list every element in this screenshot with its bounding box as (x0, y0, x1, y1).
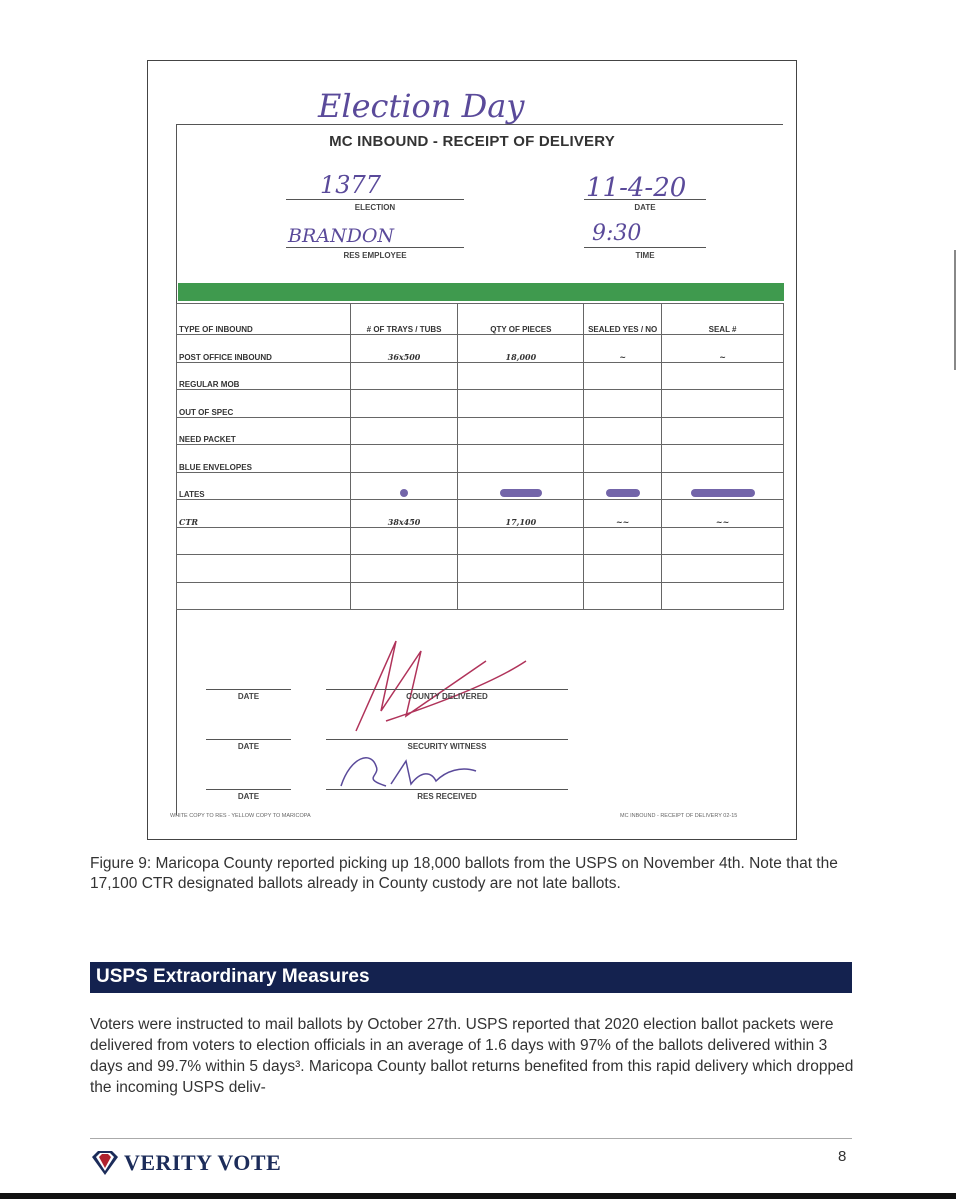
election-value: 1377 (320, 171, 382, 199)
page-number: 8 (838, 1148, 847, 1165)
footer-divider (90, 1138, 852, 1139)
row-trays: 36x500 (350, 335, 458, 363)
county-delivered-row (176, 689, 782, 709)
figure-caption: Figure 9: Maricopa County reported picking up 18,000 ballots from the USPS on November 4th. Note that the 17,100 CTR designated ballots already in County custody are not late ballots. (90, 855, 838, 892)
green-band (178, 283, 784, 301)
row-sealed (584, 362, 662, 390)
sig-date-label: DATE (206, 689, 291, 701)
redacted-mark (458, 472, 584, 500)
time-label: TIME (635, 251, 655, 260)
row-trays (350, 390, 458, 418)
redacted-mark (584, 472, 662, 500)
row-qty: 17,100 (458, 500, 584, 528)
sig-date-label: DATE (206, 739, 291, 751)
row-qty (458, 362, 584, 390)
row-qty (458, 417, 584, 445)
row-trays (350, 362, 458, 390)
row-sealed (584, 417, 662, 445)
row-type: REGULAR MOB (177, 362, 351, 390)
table-row (177, 555, 784, 583)
row-qty: 18,000 (458, 335, 584, 363)
table-row (177, 582, 784, 610)
row-type: CTR (177, 500, 351, 528)
election-label: ELECTION (354, 203, 396, 212)
col-sealed: SEALED YES / NO (584, 304, 662, 335)
redacted-mark (350, 472, 458, 500)
col-type: TYPE OF INBOUND (177, 304, 351, 335)
row-sealed (584, 445, 662, 473)
verity-vote-logo (90, 1146, 281, 1180)
signature-area (176, 621, 782, 811)
body-paragraph: Voters were instructed to mail ballots by October 27th. USPS reported that 2020 election ballot packets were delivered from voters to election officials in an average of 1.6 days with 97% of the ballots delivered within 3 days and 99.7% within 5 days³. Maricopa County ballot returns benefited from this rapid delivery which dropped the incoming USPS deliv- (90, 1016, 854, 1096)
row-trays (350, 445, 458, 473)
security-witness-label: SECURITY WITNESS (326, 739, 568, 751)
row-type: OUT OF SPEC (177, 390, 351, 418)
row-sealed: ~~ (584, 500, 662, 528)
scanned-form (147, 60, 797, 840)
row-sealed: ~ (584, 335, 662, 363)
row-qty (458, 445, 584, 473)
time-line (584, 247, 706, 248)
date-label: DATE (634, 203, 656, 212)
row-seal: ~~ (662, 500, 784, 528)
col-seal: SEAL # (662, 304, 784, 335)
form-title: MC INBOUND - RECEIPT OF DELIVERY (329, 133, 615, 150)
table-row (177, 472, 784, 500)
county-delivered-label: COUNTY DELIVERED (326, 689, 568, 701)
col-qty: QTY OF PIECES (458, 304, 584, 335)
section-heading-bar (90, 962, 852, 993)
res-received-label: RES RECEIVED (326, 789, 568, 801)
table-row (177, 445, 784, 473)
section-title: USPS Extraordinary Measures (96, 966, 370, 987)
table-row (177, 335, 784, 363)
row-seal: ~ (662, 335, 784, 363)
res-signature (336, 746, 506, 791)
row-seal (662, 445, 784, 473)
row-type: LATES (177, 472, 351, 500)
row-type: POST OFFICE INBOUND (177, 335, 351, 363)
sig-date-label: DATE (206, 789, 291, 801)
employee-label: RES EMPLOYEE (343, 251, 407, 260)
inbound-table (176, 303, 784, 610)
res-received-row (176, 789, 782, 809)
redacted-mark (662, 472, 784, 500)
bottom-bar (0, 1193, 956, 1199)
row-type: NEED PACKET (177, 417, 351, 445)
col-trays: # OF TRAYS / TUBS (350, 304, 458, 335)
table-row (177, 500, 784, 528)
row-seal (662, 362, 784, 390)
logo-text: VERITY VOTE (124, 1150, 282, 1175)
row-trays: 38x450 (350, 500, 458, 528)
row-qty (458, 390, 584, 418)
table-row (177, 362, 784, 390)
table-row (177, 527, 784, 555)
diamond-icon (90, 1149, 120, 1177)
table-header-row (177, 304, 784, 335)
handwritten-header: Election Day (318, 87, 525, 125)
form-footer-right: MC INBOUND - RECEIPT OF DELIVERY 02-15 (620, 813, 738, 819)
row-seal (662, 417, 784, 445)
date-value: 11-4-20 (586, 173, 687, 203)
row-seal (662, 390, 784, 418)
time-value: 9:30 (592, 221, 642, 246)
county-signature (326, 621, 546, 741)
table-row (177, 417, 784, 445)
table-row (177, 390, 784, 418)
row-type: BLUE ENVELOPES (177, 445, 351, 473)
form-footer-left: WHITE COPY TO RES - YELLOW COPY TO MARICOPA (170, 813, 311, 819)
employee-value: BRANDON (288, 225, 395, 247)
employee-line (286, 247, 464, 248)
date-line (584, 199, 706, 200)
election-line (286, 199, 464, 200)
row-trays (350, 417, 458, 445)
row-sealed (584, 390, 662, 418)
